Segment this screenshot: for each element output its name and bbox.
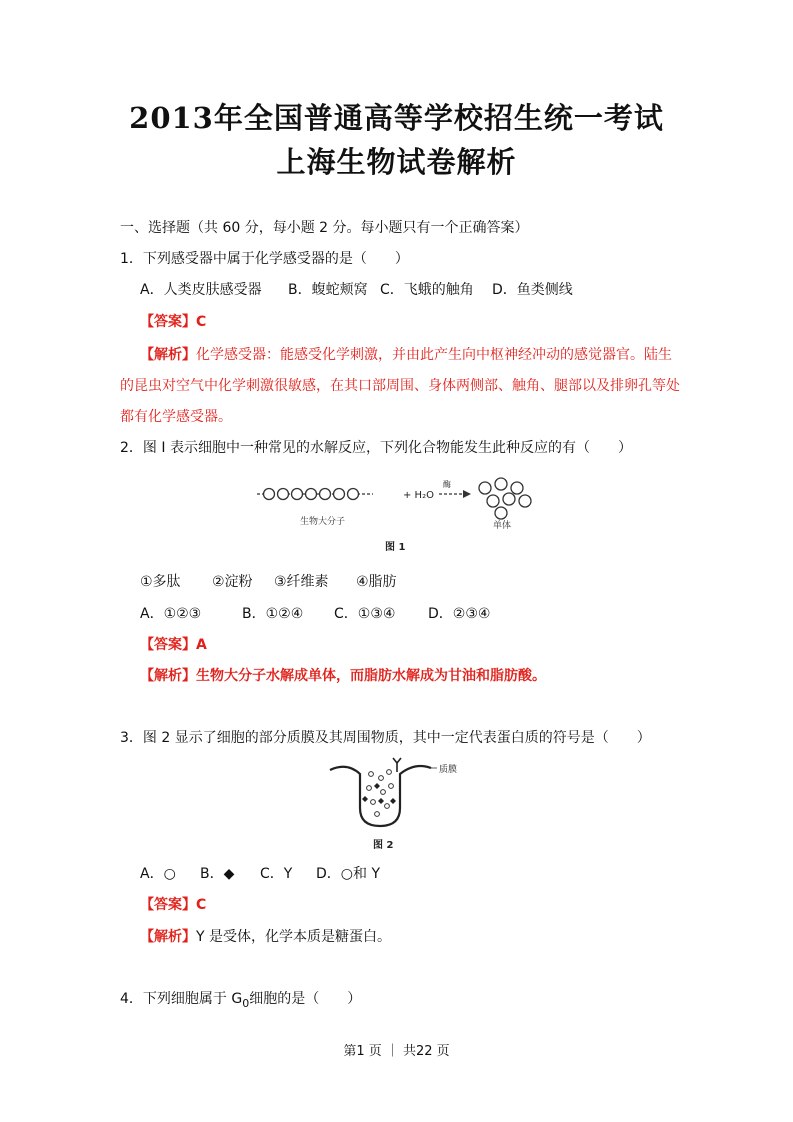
question-stem: 图 2 显示了细胞的部分质膜及其周围物质，其中一定代表蛋白质的符号是（ ）: [142, 730, 651, 746]
q3-answer: [140, 894, 206, 914]
question-number: 4．: [120, 991, 143, 1007]
cell-membrane: [330, 766, 431, 826]
enzyme-label: 酶: [443, 480, 451, 489]
question-stem: 下列感受器中属于化学感受器的是（ ）: [142, 251, 409, 267]
item-4: ④脂肪: [356, 574, 397, 590]
reaction-arrow: [439, 490, 471, 498]
q1-analysis-line-3: 都有化学感受器。: [120, 409, 232, 425]
q1-analysis-line-2: 的昆虫对空气中化学刺激很敏感，在其口部周围、身体两侧部、触角、腿部以及排卵孔等处: [120, 378, 680, 394]
analysis-text: 生物大分子水解成单体，而脂肪水解成为甘油和脂肪酸。: [196, 668, 546, 684]
q3-options: [140, 863, 380, 883]
figure-2-membrane-diagram: [325, 756, 475, 852]
answer-value: C: [196, 897, 207, 913]
question-stem-pre: 下列细胞属于 G: [142, 991, 243, 1007]
option-a: A．人类皮肤感受器: [140, 282, 262, 298]
item-2: ②淀粉: [212, 574, 253, 590]
membrane-label: 质膜: [439, 765, 458, 775]
answer-value: A: [196, 637, 207, 653]
option-d: D．鱼类侧线: [492, 282, 573, 298]
question-stem-post: 细胞的是（ ）: [249, 991, 362, 1007]
analysis-text: 化学感受器：能感受化学刺激，并由此产生向中枢神经冲动的感觉器官。陆生: [196, 347, 672, 363]
monomers: [479, 478, 531, 519]
q2-options: [140, 603, 490, 623]
q2-answer: [140, 634, 207, 654]
water-label: + H₂O: [403, 490, 434, 501]
section-header: 一、选择题（共 60 分，每小题 2 分。每小题只有一个正确答案）: [120, 220, 529, 236]
q3-analysis: [140, 926, 391, 946]
option-c: C．飞蛾的触角: [380, 282, 474, 298]
question-2: [120, 437, 632, 457]
q1-analysis-line-1: [140, 344, 672, 364]
figure-1-hydrolysis-diagram: [245, 474, 545, 554]
answer-tag: 【答案】: [140, 897, 196, 913]
question-4: [120, 988, 361, 1010]
analysis-tag: 【解析】: [140, 347, 196, 363]
analysis-tag: 【解析】: [140, 929, 196, 945]
analysis-tag: 【解析】: [140, 668, 196, 684]
q1-answer: [140, 311, 206, 331]
question-3: [120, 727, 651, 747]
answer-tag: 【答案】: [140, 314, 196, 330]
item-3: ③纤维素: [274, 574, 329, 590]
q1-options: [140, 279, 573, 299]
option-c: C．①③④: [334, 606, 396, 622]
figure-1-caption: 图 1: [385, 542, 406, 553]
q2-items: [140, 571, 397, 591]
monomer-label: 单体: [493, 521, 512, 531]
analysis-text: Y 是受体，化学本质是糖蛋白。: [196, 929, 392, 945]
figure-2-caption: 图 2: [373, 840, 394, 851]
option-d: D．②③④: [428, 606, 491, 622]
document-title-line1: 2013年全国普通高等学校招生统一考试: [129, 101, 664, 135]
macromolecule-chain: [257, 489, 373, 500]
question-number: 2．: [120, 440, 143, 456]
question-stem-subscript: 0: [242, 996, 250, 1010]
question-number: 3．: [120, 730, 143, 746]
answer-value: C: [196, 314, 207, 330]
document-title-line2: 上海生物试卷解析: [276, 145, 517, 179]
vesicle-contents: [367, 770, 394, 817]
macromolecule-label: 生物大分子: [300, 517, 346, 527]
option-a: A．○: [140, 866, 176, 882]
option-b: B．蝮蛇颊窝: [288, 282, 368, 298]
item-1: ①多肽: [140, 574, 181, 590]
answer-tag: 【答案】: [140, 637, 196, 653]
receptor-y-symbol: [393, 758, 401, 772]
option-c: C．Y: [260, 866, 293, 882]
option-d: D．○和 Y: [316, 866, 380, 882]
question-stem: 图 I 表示细胞中一种常见的水解反应，下列化合物能发生此种反应的有（ ）: [142, 440, 632, 456]
page-footer: 第1 页 ｜ 共22 页: [343, 1044, 450, 1059]
q2-analysis: [140, 665, 546, 685]
question-number: 1．: [120, 251, 143, 267]
option-b: B．①②④: [242, 606, 304, 622]
option-a: A．①②③: [140, 606, 202, 622]
question-1: [120, 248, 409, 268]
option-b: B．◆: [200, 866, 235, 882]
